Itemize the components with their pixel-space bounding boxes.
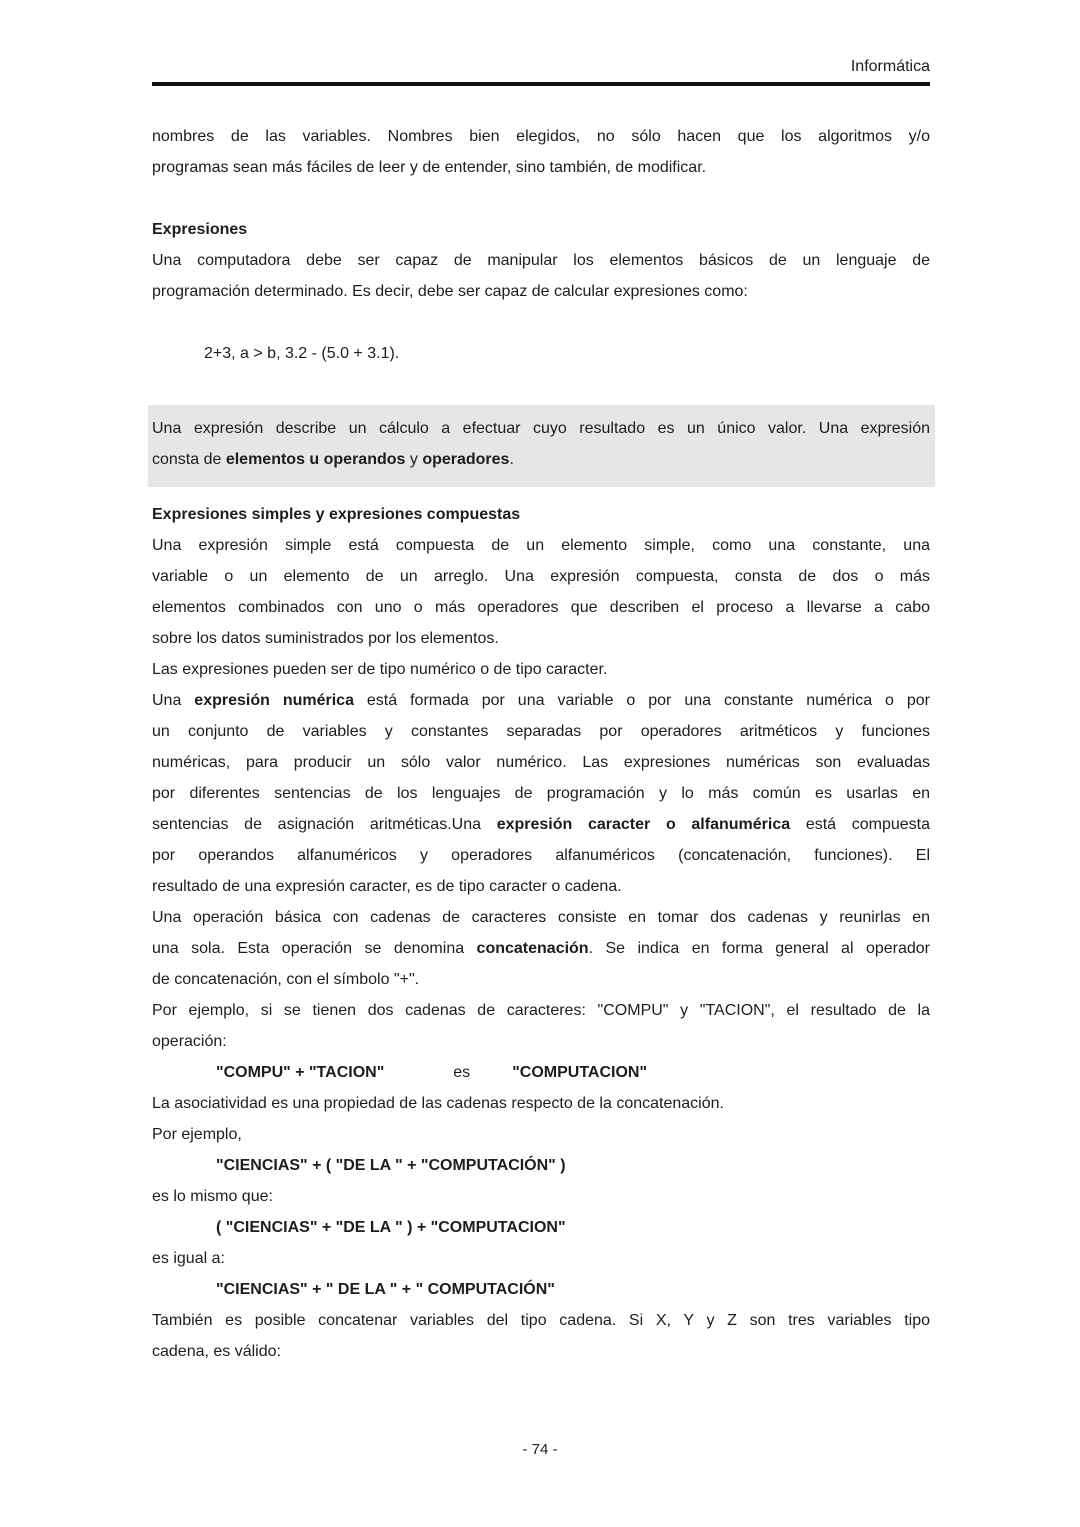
highlight-line bbox=[152, 444, 930, 475]
spacer bbox=[152, 487, 930, 499]
paragraph-line: También es posible concatenar variables del tipo cadena. Si X, Y y Z son tres variables tipo bbox=[152, 1312, 930, 1329]
text-run: Una bbox=[152, 692, 195, 709]
example-line bbox=[152, 1057, 930, 1088]
example-line: "CIENCIAS" + " DE LA " + " COMPUTACIÓN" bbox=[216, 1281, 555, 1298]
text-run: sentencias de asignación aritméticas.Una bbox=[152, 816, 497, 833]
text-run-bold: concatenación bbox=[476, 940, 589, 957]
text-run: una sola. Esta operación se denomina bbox=[152, 940, 477, 957]
header-rule bbox=[152, 82, 930, 86]
paragraph-line bbox=[152, 933, 930, 964]
highlight-block bbox=[148, 405, 935, 487]
paragraph-line bbox=[152, 809, 930, 840]
paragraph-line: es lo mismo que: bbox=[152, 1188, 273, 1205]
spacer bbox=[152, 307, 930, 338]
paragraph-line: La asociatividad es una propiedad de las cadenas respecto de la concatenación. bbox=[152, 1095, 724, 1112]
text-run: . Se indica en forma general al operador bbox=[588, 940, 930, 957]
running-header: Informática bbox=[850, 58, 930, 75]
spacer bbox=[152, 183, 930, 214]
paragraph-line: elementos combinados con uno o más operadores que describen el proceso a llevarse a cabo bbox=[152, 599, 930, 616]
paragraph-line: variable o un elemento de un arreglo. Una expresión compuesta, consta de dos o más bbox=[152, 568, 930, 585]
paragraph-line: Una operación básica con cadenas de caracteres consiste en tomar dos cadenas y reunirlas en bbox=[152, 909, 930, 926]
text-run-bold: expresión numérica bbox=[194, 692, 354, 709]
example-mid: es bbox=[453, 1064, 471, 1081]
paragraph-line: de concatenación, con el símbolo "+". bbox=[152, 971, 420, 988]
paragraph-line: programación determinado. Es decir, debe ser capaz de calcular expresiones como: bbox=[152, 283, 748, 300]
example-line: ( "CIENCIAS" + "DE LA " ) + "COMPUTACION" bbox=[216, 1219, 566, 1236]
example-left: "COMPU" + "TACION" bbox=[216, 1064, 385, 1081]
example-line: 2+3, a > b, 3.2 - (5.0 + 3.1). bbox=[204, 345, 400, 362]
paragraph-line: Una computadora debe ser capaz de manipular los elementos básicos de un lenguaje de bbox=[152, 252, 930, 269]
spacer bbox=[152, 369, 930, 405]
highlight-run: consta de bbox=[152, 451, 226, 468]
paragraph-line: cadena, es válido: bbox=[152, 1343, 281, 1360]
highlight-run: . bbox=[509, 451, 514, 468]
paragraph-line: Las expresiones pueden ser de tipo numérico o de tipo caracter. bbox=[152, 661, 608, 678]
text-run: está formada por una variable o por una constante numérica o por bbox=[353, 692, 931, 709]
paragraph-line: nombres de las variables. Nombres bien elegidos, no sólo hacen que los algoritmos y/o bbox=[152, 128, 930, 145]
paragraph-line: programas sean más fáciles de leer y de entender, sino también, de modificar. bbox=[152, 159, 707, 176]
highlight-run-bold: elementos u operandos bbox=[225, 451, 406, 468]
paragraph-line: resultado de una expresión caracter, es de tipo caracter o cadena. bbox=[152, 878, 622, 895]
example-line: "CIENCIAS" + ( "DE LA " + "COMPUTACIÓN" ) bbox=[216, 1157, 566, 1174]
section-heading: Expresiones simples y expresiones compuestas bbox=[152, 506, 521, 523]
paragraph-line: por operandos alfanuméricos y operadores alfanuméricos (concatenación, funciones). El bbox=[152, 847, 930, 864]
paragraph-line: un conjunto de variables y constantes separadas por operadores aritméticos y funciones bbox=[152, 723, 930, 740]
text-run-bold: expresión caracter o alfanumérica bbox=[496, 816, 791, 833]
paragraph-line: numéricas, para producir un sólo valor numérico. Las expresiones numéricas son evaluadas bbox=[152, 754, 930, 771]
paragraph-line: es igual a: bbox=[152, 1250, 225, 1267]
page-number: - 74 - bbox=[522, 1441, 558, 1458]
paragraph-line bbox=[152, 685, 930, 716]
text-run: está compuesta bbox=[790, 816, 931, 833]
highlight-line: Una expresión describe un cálculo a efectuar cuyo resultado es un único valor. Una expresión bbox=[152, 420, 930, 437]
paragraph-line: Una expresión simple está compuesta de un elemento simple, como una constante, una bbox=[152, 537, 930, 554]
paragraph-line: por diferentes sentencias de los lenguajes de programación y lo más común es usarlas en bbox=[152, 785, 930, 802]
paragraph-line: Por ejemplo, si se tienen dos cadenas de caracteres: "COMPU" y "TACION", el resultado de la bbox=[152, 1002, 930, 1019]
page-body bbox=[152, 121, 930, 1367]
spacer bbox=[470, 1076, 512, 1077]
section-heading: Expresiones bbox=[152, 221, 248, 238]
paragraph-line: sobre los datos suministrados por los elementos. bbox=[152, 630, 499, 647]
spacer bbox=[384, 1076, 453, 1077]
highlight-run-bold: operadores bbox=[422, 451, 510, 468]
highlight-run: y bbox=[405, 451, 423, 468]
paragraph-line: Por ejemplo, bbox=[152, 1126, 242, 1143]
paragraph-line: operación: bbox=[152, 1033, 227, 1050]
example-right: "COMPUTACION" bbox=[512, 1064, 648, 1081]
